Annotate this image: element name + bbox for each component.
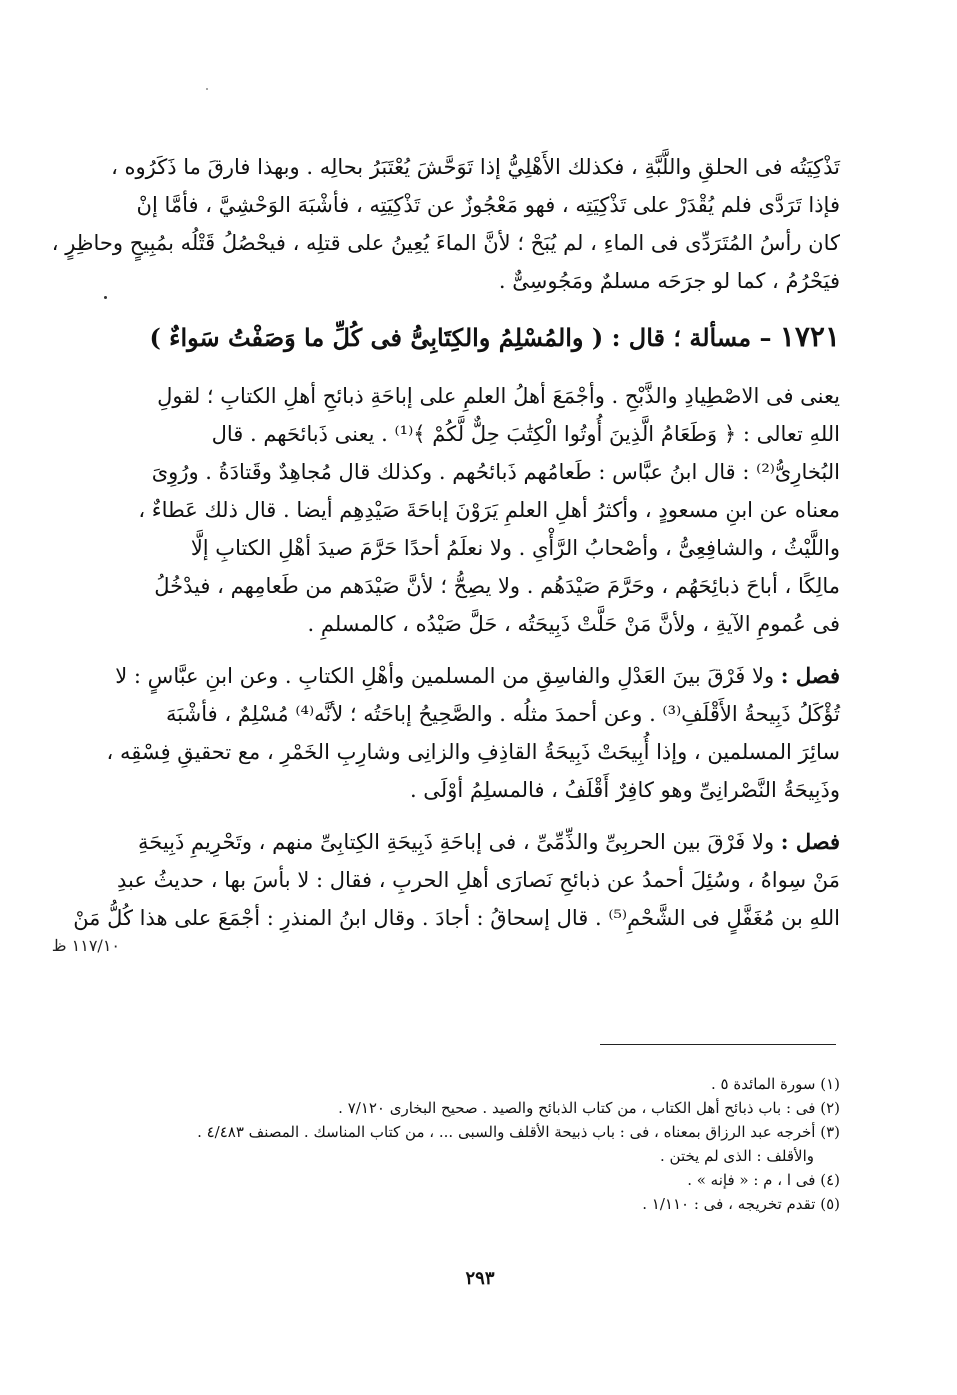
text-line: مالِكًا ، أباحَ ذبائِحَهُم ، وحَرَّمَ صَيْدَهُم . ولا يصِحُّ ؛ لأنَّ صَيْدَهم من طَعامِهم ، فيدْخُلُ [154,574,840,598]
scan-dot [104,296,107,299]
manuscript-folio-note: ١١٧/١٠ ظ [51,936,120,955]
text-line: البُخارِىُّ⁽²⁾ : قال ابنُ عبَّاس : طَعامُهم ذَبائحُهم . وكذلك قال مُجاهِدٌ وقَتادَةُ . ورُوِىَ [151,460,840,484]
text-run: ولا فَرْقَ بينَ العَدْلِ والفاسِقِ من المسلمين وأهْلِ الكتابِ . وعن ابنِ عبَّاسٍ : لا [115,664,775,688]
issue-heading [128,314,840,361]
footnotes [160,1072,840,1216]
text-line: مَنْ سِواهُ ، وسُئِلَ أحمدُ عن ذبائحِ نَصارَى أهلِ الحربِ ، فقال : لا بأسَ بها ، حديثُ عبدِ [117,868,840,892]
footnote-continuation: والأقلف : الذى لم يختن . [660,1147,814,1165]
paragraph-continuation [51,148,840,300]
issue-number: ١٧٢١ [779,320,840,353]
text-line: تُؤْكَلُ ذَبِيحةُ الأَقْلَفِ⁽³⁾ . وعن أحمدَ مثلُه . والصَّحِيحُ إباحَتُه ؛ لأنَّه⁽⁴⁾ مُسْلِمٌ ، فأشْبَهَ [166,702,840,726]
text-line: وذَبِيحَةُ النَّصْرانِىِّ وهو كافِرٌ أَقْلَفُ ، فالمسلِمُ أوْلَى . [409,778,840,802]
text-line: سائِرَ المسلمين ، وإذا أُبِيحَتْ ذَبِيحَةُ القاذِفِ والزانِى وشارِبِ الخَمْرِ ، مع تحقيقِ فِسْقِه ، [106,740,840,764]
text-run: ولا فَرْقَ بين الحربِىِّ والذِّمِّىِّ ، فى إباحَةِ ذَبِيحَةِ الكِتابِىِّ منهم ، وتَحْرِيمِ ذَبِيحَةِ [138,830,775,854]
text-line: اللهِ بن مُغَفَّلٍ فى الشَّحْمِ⁽⁵⁾ . قال إسحاقُ : أجادَ . وقال ابنُ المنذرِ : أجْمَعَ على هذا كُلُّ مَنْ [73,906,840,930]
section-fasl-2 [73,823,840,937]
issue-title: – مسألة ؛ قال : ( والمُسْلِمُ والكِتَابِىُّ فى كُلِّ ما وَصَفْتُ سَواءٌ ) [149,323,772,352]
paragraph-commentary [128,377,840,643]
text-line [128,823,840,861]
text-line: يعنى فى الاصْطِيادِ والذَّبْحِ . وأجْمَعَ أهلُ العلمِ على إباحَةِ ذبائحِ أهلِ الكتابِ ؛ لقولِ [157,384,840,408]
fasl-label: فصل : [780,829,840,854]
footnote: (١) سورة المائدة ٥ . [711,1075,840,1093]
footnote-separator [600,1044,836,1045]
fasl-label: فصل : [780,663,840,688]
scan-speck [206,88,208,90]
section-fasl-1 [106,657,840,809]
footnote: (٥) تقدم تخريجه ، فى : ١/١١٠ . [642,1195,840,1213]
text-line: فيَحْرُمُ ، كما لو جرَحَه مسلمٌ ومَجُوسِىٌّ . [498,269,840,293]
footnote: (٣) أخرجه عبد الرزاق بمعناه ، فى : باب ذبيحة الأقلف والسبى ... ، من كتاب المناسك . المصنف ٤/٤٨٣ . [197,1123,840,1141]
text-line: فإذا تَرَدَّى فلم يُقْدَرْ على تَذْكِيَتِه ، فهو مَعْجُوزٌ عن تَذْكِيَتِه ، فأشْبَهَ الوَحْشِيَّ ، فأمَّا إنْ [136,193,840,217]
text-line: واللَّيْثُ ، والشافِعِىُّ ، وأصْحابُ الرَّأْىِ . ولا نعلَمُ أحدًا حَرَّمَ صيدَ أهْلِ الكتابِ إلَّا [190,536,840,560]
footnote: (٢) فى : باب ذبائح أهل الكتاب ، من كتاب الذبائح والصيد . صحيح البخارى ٧/١٢٠ . [338,1099,840,1117]
text-line: معناه عن ابنِ مسعودٍ ، وأكثرُ أهلِ العلمِ يَرَوْنَ إباحَةَ صَيْدِهِم أيضا . قال ذلك عَطاءٌ ، [138,498,840,522]
text-line: اللهِ تعالى : ﴿ وَطَعَامُ الَّذِينَ أُوتُوا الْكِتَٰبَ حِلٌّ لَّكُمْ ﴾⁽¹⁾ . يعنى ذَبائحَهم . قال [211,422,840,446]
text-line: فى عُمومِ الآيةِ ، ولأنَّ مَنْ حَلَّتْ ذَبِيحَتُه ، حَلَّ صَيْدُه ، كالمسلمِ . [307,612,840,636]
text-line: تَذْكِيَتُه فى الحلقِ واللَّبَّةِ ، فكذلك الأَهْلِيُّ إذا تَوَحَّشَ يُعْتَبَرُ بحالِه . وبهذا فارقَ ما ذَكَرُوه ، [111,155,840,179]
text-line: كان رأسُ المُتَرَدِّى فى الماءِ ، لم يُبَحْ ؛ لأنَّ الماءَ يُعِينُ على قتلِه ، فيحْصُلُ قَتْلُه بمُبِيحٍ وحاظِرٍ ، [51,231,840,255]
text-line [115,657,840,695]
footnote: (٤) فى ا ، م : « فإنه » . [687,1171,840,1189]
page-number: ٢٩٣ [465,1268,495,1289]
